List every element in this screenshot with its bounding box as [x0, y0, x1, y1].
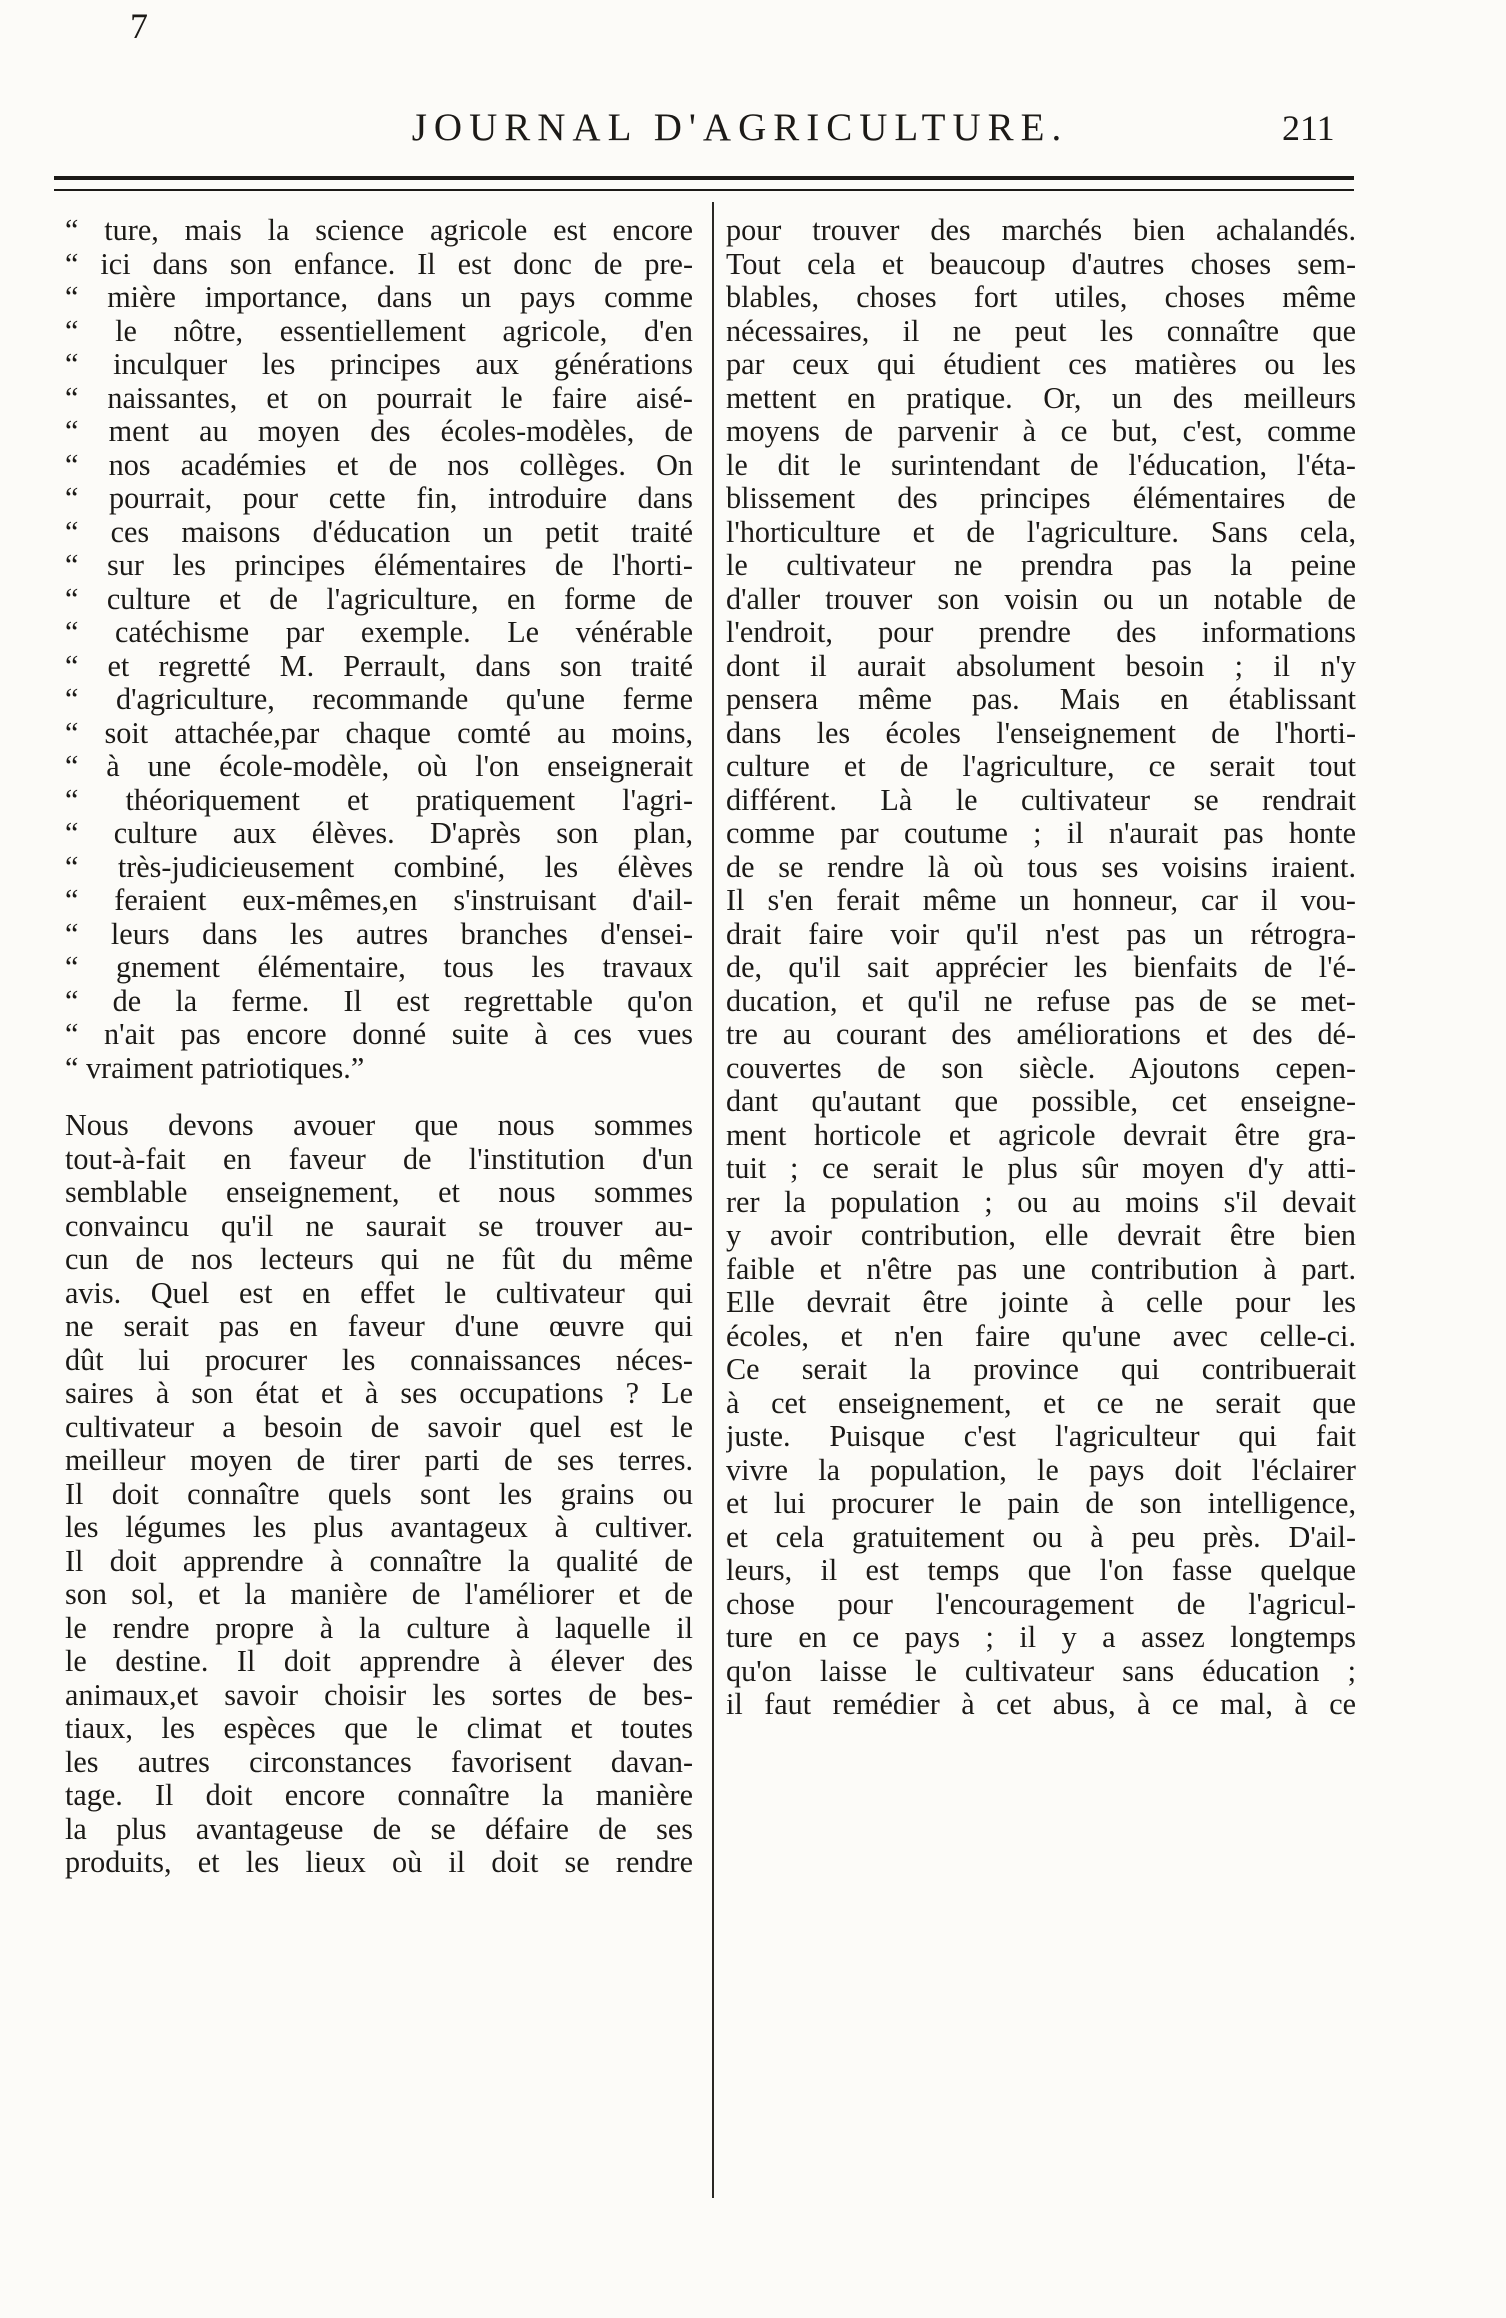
- text-line: blables, choses fort utiles, choses même: [726, 281, 1356, 314]
- text-line: “ n'ait pas encore donné suite à ces vues: [65, 1018, 693, 1051]
- text-line: “ ces maisons d'éducation un petit traité: [65, 515, 693, 549]
- text-line: “ d'agriculture, recommande qu'une ferme: [65, 683, 693, 716]
- text-line: pensera même pas. Mais en établissant: [726, 683, 1356, 716]
- text-line: “ et regretté M. Perrault, dans son traité: [65, 649, 693, 683]
- text-line: “ sur les principes élémentaires de l'horti-: [65, 549, 693, 582]
- text-line: chose pour l'encouragement de l'agricul-: [726, 1587, 1356, 1621]
- right-column: [726, 214, 1356, 1722]
- text-line: son sol, et la manière de l'améliorer et de: [65, 1578, 693, 1611]
- text-line: écoles, et n'en faire qu'une avec celle-ci.: [726, 1319, 1356, 1353]
- text-line: ture en ce pays ; il y a assez longtemps: [726, 1621, 1356, 1654]
- text-line: “ très-judicieusement combiné, les élèves: [65, 850, 693, 884]
- text-line: animaux,et savoir choisir les sortes de bes-: [65, 1678, 693, 1712]
- text-line: blissement des principes élémentaires de: [726, 482, 1356, 515]
- text-line: meilleur moyen de tirer parti de ses terres.: [65, 1444, 693, 1477]
- text-line: les légumes les plus avantageux à cultiver.: [65, 1511, 693, 1544]
- text-line: cun de nos lecteurs qui ne fût du même: [65, 1243, 693, 1276]
- column-divider: [712, 202, 714, 2198]
- left-column: [65, 214, 693, 1880]
- text-line: leurs, il est temps que l'on fasse quelque: [726, 1554, 1356, 1587]
- text-line: il faut remédier à cet abus, à ce mal, à ce: [726, 1688, 1356, 1721]
- text-line: “ culture et de l'agriculture, en forme de: [65, 582, 693, 616]
- text-line: “ feraient eux-mêmes,en s'instruisant d'ail-: [65, 884, 693, 917]
- text-line: pour trouver des marchés bien achalandés.: [726, 214, 1356, 247]
- text-line: “ nos académies et de nos collèges. On: [65, 448, 693, 482]
- text-line: à cet enseignement, et ce ne serait que: [726, 1386, 1356, 1420]
- text-line: par ceux qui étudient ces matières ou les: [726, 348, 1356, 381]
- text-line: produits, et les lieux où il doit se rendre: [65, 1846, 693, 1879]
- text-line: tage. Il doit encore connaître la manière: [65, 1779, 693, 1812]
- text-line: tiaux, les espèces que le climat et toutes: [65, 1712, 693, 1745]
- text-line: Il doit apprendre à connaître la qualité de: [65, 1544, 693, 1578]
- paragraph-gap: [65, 1085, 693, 1109]
- text-line: rer la population ; ou au moins s'il devait: [726, 1185, 1356, 1219]
- text-line: dant qu'autant que possible, cet enseigne-: [726, 1085, 1356, 1118]
- text-line: d'aller trouver son voisin ou un notable de: [726, 582, 1356, 616]
- text-line: “ ment au moyen des écoles-modèles, de: [65, 415, 693, 448]
- text-line: ne serait pas en faveur d'une œuvre qui: [65, 1310, 693, 1343]
- text-line: les autres circonstances favorisent davan-: [65, 1745, 693, 1779]
- right-body-paragraph: [726, 214, 1356, 1722]
- text-line: tout-à-fait en faveur de l'institution d'un: [65, 1142, 693, 1176]
- running-header: [0, 98, 1506, 158]
- text-line: le cultivateur ne prendra pas la peine: [726, 549, 1356, 582]
- text-line: de, qu'il sait apprécier les bienfaits de l'é-: [726, 951, 1356, 984]
- text-line: Elle devrait être jointe à celle pour les: [726, 1286, 1356, 1319]
- text-line: le dit le surintendant de l'éducation, l'éta-: [726, 448, 1356, 482]
- text-line: juste. Puisque c'est l'agriculteur qui fait: [726, 1420, 1356, 1453]
- text-line: semblable enseignement, et nous sommes: [65, 1176, 693, 1209]
- text-line: “ mière importance, dans un pays comme: [65, 281, 693, 314]
- page-number: 211: [1282, 108, 1335, 148]
- text-line: “ naissantes, et on pourrait le faire aisé-: [65, 381, 693, 415]
- text-line: l'horticulture et de l'agriculture. Sans cela,: [726, 515, 1356, 549]
- text-line: “ à une école-modèle, où l'on enseignerait: [65, 750, 693, 783]
- text-line: dans les écoles l'enseignement de l'horti-: [726, 716, 1356, 750]
- text-line: l'endroit, pour prendre des informations: [726, 616, 1356, 649]
- text-line: mettent en pratique. Or, un des meilleurs: [726, 381, 1356, 415]
- text-line: la plus avantageuse de se défaire de ses: [65, 1812, 693, 1846]
- text-line: dont il aurait absolument besoin ; il n'y: [726, 649, 1356, 683]
- text-line: “ culture aux élèves. D'après son plan,: [65, 817, 693, 850]
- text-line: convaincu qu'il ne saurait se trouver au-: [65, 1209, 693, 1243]
- text-line: et cela gratuitement ou à peu près. D'ail-: [726, 1520, 1356, 1554]
- text-line: “ leurs dans les autres branches d'ensei-: [65, 917, 693, 951]
- text-line: Ce serait la province qui contribuerait: [726, 1353, 1356, 1386]
- text-line: “ de la ferme. Il est regrettable qu'on: [65, 984, 693, 1018]
- text-line: “ le nôtre, essentiellement agricole, d'en: [65, 314, 693, 348]
- text-line: faible et n'être pas une contribution à part.: [726, 1252, 1356, 1286]
- left-body-paragraph: [65, 1109, 693, 1880]
- journal-title: JOURNAL D'AGRICULTURE.: [411, 106, 1069, 149]
- text-line: moyens de parvenir à ce but, c'est, comme: [726, 415, 1356, 448]
- text-line: “ ici dans son enfance. Il est donc de pre-: [65, 247, 693, 281]
- text-line: ment horticole et agricole devrait être gra-: [726, 1118, 1356, 1152]
- header-rule-thick: [54, 176, 1354, 180]
- text-line: avis. Quel est en effet le cultivateur qui: [65, 1276, 693, 1310]
- stray-mark: 7: [130, 6, 148, 46]
- text-line: nécessaires, il ne peut les connaître que: [726, 314, 1356, 348]
- text-line: “ pourrait, pour cette fin, introduire dans: [65, 482, 693, 515]
- text-line: cultivateur a besoin de savoir quel est le: [65, 1410, 693, 1444]
- text-line: tre au courant des améliorations et des dé-: [726, 1018, 1356, 1051]
- text-line: tuit ; ce serait le plus sûr moyen d'y atti-: [726, 1152, 1356, 1185]
- header-rule-thin: [54, 189, 1354, 191]
- text-line: “ catéchisme par exemple. Le vénérable: [65, 616, 693, 649]
- text-line: culture et de l'agriculture, ce serait tout: [726, 750, 1356, 783]
- text-line: le rendre propre à la culture à laquelle il: [65, 1611, 693, 1645]
- text-line: ducation, et qu'il ne refuse pas de se met-: [726, 984, 1356, 1018]
- text-line: différent. Là le cultivateur se rendrait: [726, 783, 1356, 817]
- text-line: comme par coutume ; il n'aurait pas honte: [726, 817, 1356, 850]
- text-line: couvertes de son siècle. Ajoutons cepen-: [726, 1051, 1356, 1085]
- text-line: saires à son état et à ses occupations ? Le: [65, 1377, 693, 1410]
- text-line: Il s'en ferait même un honneur, car il vou-: [726, 884, 1356, 917]
- text-line: Tout cela et beaucoup d'autres choses sem-: [726, 247, 1356, 281]
- text-line: le destine. Il doit apprendre à élever des: [65, 1645, 693, 1678]
- text-line: “ inculquer les principes aux générations: [65, 348, 693, 381]
- text-line: “ vraiment patriotiques.”: [65, 1051, 365, 1085]
- text-line: drait faire voir qu'il n'est pas un rétrogra-: [726, 917, 1356, 951]
- text-line: y avoir contribution, elle devrait être bien: [726, 1219, 1356, 1252]
- text-line: qu'on laisse le cultivateur sans éducation ;: [726, 1654, 1356, 1688]
- text-line: “ soit attachée,par chaque comté au moins,: [65, 716, 693, 750]
- text-line: dût lui procurer les connaissances néces-: [65, 1343, 693, 1377]
- text-line: et lui procurer le pain de son intelligence,: [726, 1487, 1356, 1520]
- quoted-passage: [65, 214, 693, 1085]
- text-line: vivre la population, le pays doit l'éclairer: [726, 1453, 1356, 1487]
- text-line: “ gnement élémentaire, tous les travaux: [65, 951, 693, 984]
- text-line: de se rendre là où tous ses voisins iraient.: [726, 850, 1356, 884]
- text-line: Il doit connaître quels sont les grains ou: [65, 1477, 693, 1511]
- text-line: Nous devons avouer que nous sommes: [65, 1109, 693, 1142]
- text-line: “ ture, mais la science agricole est encore: [65, 214, 693, 247]
- text-line: “ théoriquement et pratiquement l'agri-: [65, 783, 693, 817]
